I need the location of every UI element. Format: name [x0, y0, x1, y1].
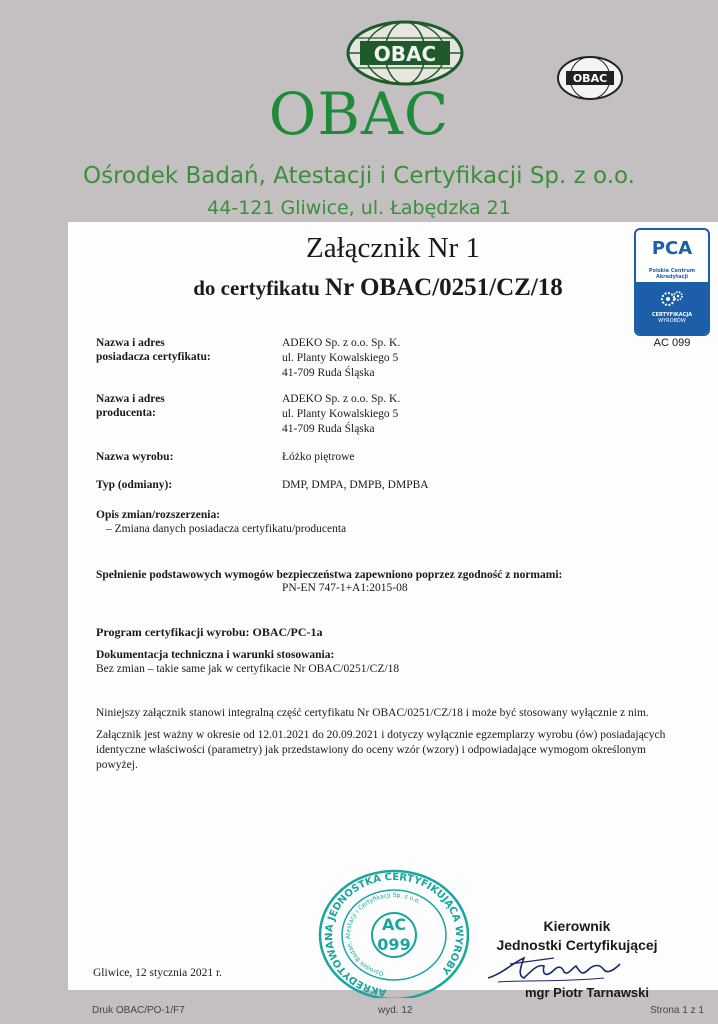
footer-page-number: Strona 1 z 1 — [650, 1005, 704, 1016]
document-title: Załącznik Nr 1 — [306, 232, 480, 264]
pca-bottom-2: WYROBÓW — [658, 318, 686, 324]
pca-bottom-1: CERTYFIKACJA — [651, 312, 693, 318]
program-label: Program certyfikacji wyrobu: OBAC/PC-1a — [96, 625, 323, 639]
holder-label-2: posiadacza certyfikatu: — [96, 351, 211, 363]
producer-line-1: ADEKO Sp. z o.o. Sp. K. — [282, 393, 401, 405]
gears-icon — [658, 288, 686, 310]
footer-form-code: Druk OBAC/PO-1/F7 — [92, 1005, 185, 1016]
type-label: Typ (odmiany): — [96, 479, 173, 491]
document-subtitle — [68, 274, 688, 302]
product-value: Łóżko piętrowe — [282, 451, 355, 463]
stamp-center-2: 099 — [377, 935, 411, 954]
stamp-inner-text: Ośrodek Badań, Atestacji i Certyfikacji Sp. z o.o. — [344, 891, 422, 977]
company-name: Ośrodek Badań, Atestacji i Certyfikacji Sp. z o.o. — [83, 163, 635, 189]
producer-line-2: ul. Planty Kowalskiego 5 — [282, 408, 399, 420]
pca-sub-2: Akredytacji — [655, 274, 689, 280]
stamp-center-1: AC — [381, 915, 407, 934]
validity-line-1: Załącznik jest ważny w okresie od 12.01.2021 do 20.09.2021 i dotyczy wyłącznie egzemplarzy wyrobu (ów) posiadających — [96, 729, 666, 741]
changes-label: Opis zmian/rozszerzenia: — [96, 509, 221, 521]
obac-globe-logo — [346, 20, 464, 86]
letterhead — [0, 0, 718, 225]
documentation-label: Dokumentacja techniczna i warunki stosowania: — [96, 649, 335, 661]
producer-label-2: producenta: — [96, 407, 156, 419]
footer-edition: wyd. 12 — [378, 1005, 413, 1016]
certificate-number: Nr OBAC/0251/CZ/18 — [325, 274, 563, 301]
accreditation-code: AC 099 — [653, 337, 691, 349]
subtitle-prefix: do certyfikatu — [193, 276, 320, 300]
integral-statement: Niniejszy załącznik stanowi integralną część certyfikatu Nr OBAC/0251/CZ/18 i może być stosowany wyłącznie z nim. — [96, 707, 649, 719]
holder-line-2: ul. Planty Kowalskiego 5 — [282, 352, 399, 364]
type-value: DMP, DMPA, DMPB, DMPBA — [282, 479, 429, 491]
producer-label-1: Nazwa i adres — [96, 393, 165, 405]
certification-stamp — [312, 868, 476, 998]
company-address: 44-121 Gliwice, ul. Łabędzka 21 — [207, 197, 511, 219]
pca-sub-1: Polskie Centrum — [648, 268, 696, 274]
pca-logo-text: PCA — [651, 238, 693, 259]
signatory-title-2: Jednostki Certyfikującej — [496, 937, 658, 953]
standards-value: PN-EN 747-1+A1:2015-08 — [282, 582, 408, 594]
producer-line-3: 41-709 Ruda Śląska — [282, 423, 375, 435]
handwritten-signature — [484, 948, 634, 986]
product-label: Nazwa wyrobu: — [96, 451, 174, 463]
pca-accreditation-badge — [634, 228, 710, 336]
small-logo-text: OBAC — [572, 72, 608, 85]
validity-line-2: identyczne właściwości (parametry) jak przedstawiony do oceny wzór (wzory) i odpowiadające wymogom określonym — [96, 744, 646, 756]
documentation-value: Bez zmian – takie same jak w certyfikacie Nr OBAC/0251/CZ/18 — [96, 663, 400, 675]
signatory-name: mgr Piotr Tarnawski — [524, 985, 649, 1000]
changes-item: – Zmiana danych posiadacza certyfikatu/producenta — [106, 523, 347, 535]
logo-text: OBAC — [373, 42, 437, 66]
stamp-ring-text: AKREDYTOWANA JEDNOSTKA CERTYFIKUJĄCA WYROBY — [323, 871, 465, 998]
validity-line-3: powyżej. — [96, 759, 138, 771]
standards-label: Spełnienie podstawowych wymogów bezpieczeństwa zapewniono poprzez zgodność z normami: — [96, 569, 563, 581]
holder-line-3: 41-709 Ruda Śląska — [282, 367, 375, 379]
pca-blue-panel — [636, 282, 708, 334]
holder-label-1: Nazwa i adres — [96, 337, 165, 349]
signatory-title-1: Kierownik — [543, 918, 611, 934]
place-and-date: Gliwice, 12 stycznia 2021 r. — [93, 967, 223, 979]
brand-name: OBAC — [268, 80, 450, 148]
holder-line-1: ADEKO Sp. z o.o. Sp. K. — [282, 337, 401, 349]
